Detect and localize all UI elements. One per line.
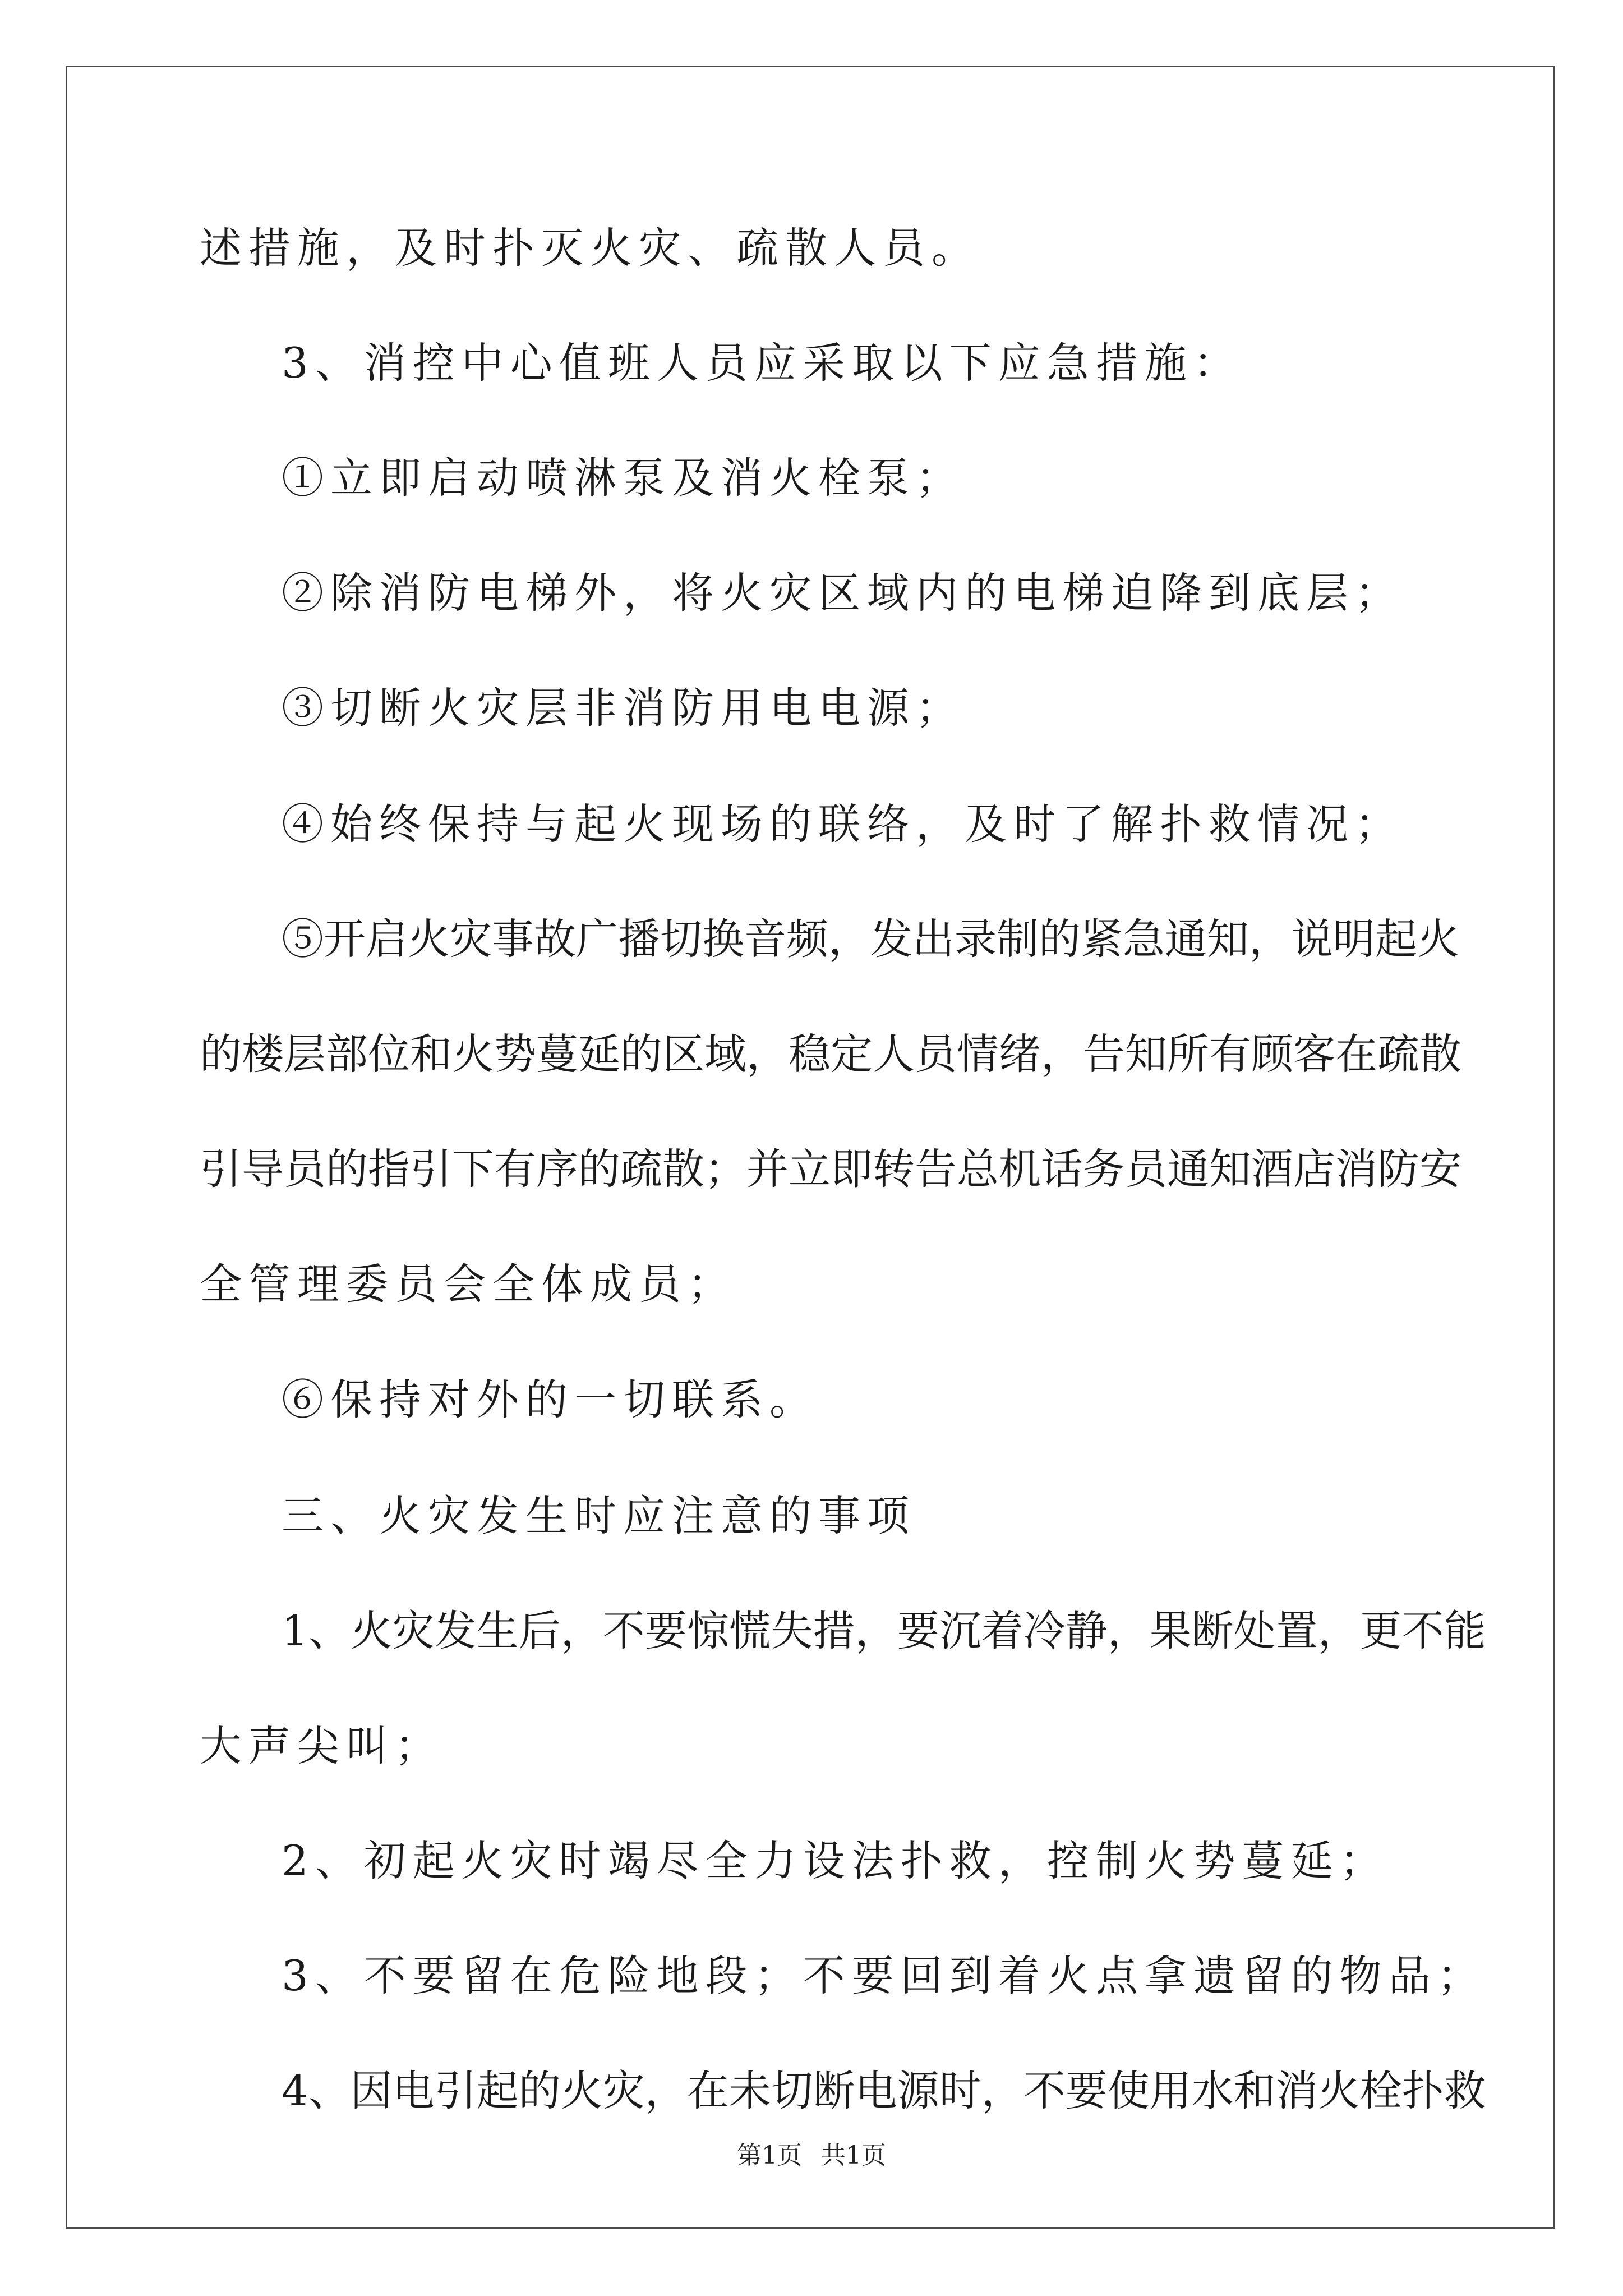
text-line-10: 全管理委员会全体成员；: [200, 1259, 737, 1309]
text-line-9: 引导员的指引下有序的疏散；并立即转告总机话务员通知酒店消防安: [200, 1144, 1462, 1194]
text-line-8: 的楼层部位和火势蔓延的区域，稳定人员情绪，告知所有顾客在疏散: [200, 1029, 1462, 1079]
text-line-6: ④始终保持与起火现场的联络，及时了解扑救情况；: [282, 799, 1404, 849]
text-line-1: 述措施，及时扑灭火灾、疏散人员。: [200, 223, 981, 273]
text-line-2: 3、消控中心值班人员应采取以下应急措施：: [282, 338, 1242, 388]
text-line-7: ⑤开启火灾事故广播切换音频，发出录制的紧急通知，说明起火: [282, 914, 1460, 964]
text-line-15: 2、初起火灾时竭尽全力设法扑救，控制火势蔓延；: [282, 1836, 1389, 1885]
text-line-11: ⑥保持对外的一切联系。: [282, 1375, 819, 1424]
text-line-13: 1、火灾发生后，不要惊慌失措，要沉着冷静，果断处置，更不能: [282, 1606, 1486, 1655]
text-line-3: ①立即启动喷淋泵及消火栓泵；: [282, 453, 965, 503]
text-line-5: ③切断火灾层非消防用电电源；: [282, 683, 965, 733]
page-total: 共1页: [821, 2141, 886, 2170]
section-heading: 三、火灾发生时应注意的事项: [282, 1491, 916, 1540]
text-line-16: 3、不要留在危险地段；不要回到着火点拿遗留的物品；: [282, 1951, 1486, 2000]
text-line-14: 大声尖叫；: [200, 1721, 444, 1770]
page-number: 第1页: [737, 2141, 802, 2170]
text-line-4: ②除消防电梯外，将火灾区域内的电梯迫降到底层；: [282, 568, 1404, 618]
text-line-17: 4、因电引起的火灾，在未切断电源时，不要使用水和消火栓扑救: [282, 2066, 1486, 2115]
page-footer: [0, 2135, 1623, 2171]
